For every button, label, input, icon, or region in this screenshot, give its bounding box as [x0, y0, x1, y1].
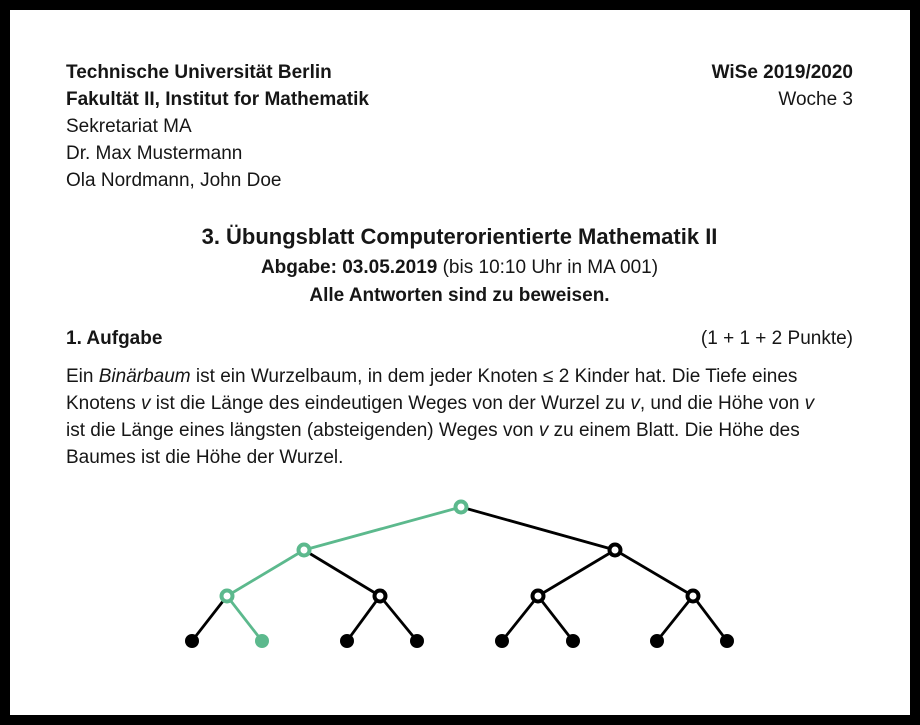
text-run: ist ein Wurzelbaum, in dem jeder Knoten ≤ 2 Kinder hat. Die Tiefe eines — [190, 366, 798, 387]
page-title: 3. Übungsblatt Computerorientierte Mathematik II — [201, 224, 718, 249]
tree-leaf-node — [720, 634, 734, 648]
week-line: Woche 3 — [778, 89, 853, 110]
proof-note: Alle Antworten sind zu beweisen. — [309, 285, 610, 306]
text-run: Knotens — [66, 393, 141, 414]
italic-term: v — [804, 393, 815, 414]
task-points: (1 + 1 + 2 Punkte) — [700, 328, 853, 349]
tree-internal-node — [222, 591, 233, 602]
tree-edge — [227, 596, 262, 641]
tree-edge — [538, 596, 573, 641]
tree-internal-node — [688, 591, 699, 602]
tree-internal-node — [456, 502, 467, 513]
italic-term: Binärbaum — [98, 366, 191, 387]
text-run: Ein — [66, 366, 99, 387]
deadline-date: Abgabe: 03.05.2019 — [260, 257, 438, 278]
tree-edge — [192, 596, 227, 641]
tree-edge — [502, 596, 538, 641]
text-run: ist die Länge des eindeutigen Weges von der Wurzel zu — [150, 393, 631, 414]
tree-internal-node — [533, 591, 544, 602]
semester-line: WiSe 2019/2020 — [711, 62, 853, 83]
tree-edge — [304, 507, 461, 550]
faculty-name: Fakultät II, Institut for Mathematik — [66, 89, 369, 110]
lecturer-line: Dr. Max Mustermann — [66, 143, 243, 164]
tree-edge — [693, 596, 727, 641]
tree-leaf-node — [650, 634, 664, 648]
tree-edge — [227, 550, 304, 596]
tree-leaf-node — [410, 634, 424, 648]
text-run: ist die Länge eines längsten (absteigenden) Weges von — [66, 420, 539, 441]
tree-edge — [380, 596, 417, 641]
tree-edge — [461, 507, 615, 550]
text-run: Baumes ist die Höhe der Wurzel. — [66, 447, 344, 468]
task-label: 1. Aufgabe — [66, 328, 163, 349]
secretariat-line: Sekretariat MA — [66, 116, 192, 137]
university-name: Technische Universität Berlin — [66, 62, 332, 83]
tree-leaf-node — [185, 634, 199, 648]
italic-term: v — [630, 393, 640, 414]
tree-edge — [615, 550, 693, 596]
tree-edge — [304, 550, 380, 596]
tree-internal-node — [299, 545, 310, 556]
tree-edge — [657, 596, 693, 641]
tree-edge — [347, 596, 380, 641]
tree-internal-node — [610, 545, 621, 556]
italic-term: v — [538, 420, 549, 441]
tree-edge — [538, 550, 615, 596]
italic-term: v — [141, 393, 151, 414]
tree-leaf-node — [340, 634, 354, 648]
tree-internal-node — [375, 591, 386, 602]
assistants-line: Ola Nordmann, John Doe — [66, 170, 282, 191]
tree-leaf-node — [495, 634, 509, 648]
tree-leaf-node — [566, 634, 580, 648]
text-run: , und die Höhe von — [639, 393, 805, 414]
tree-leaf-node — [255, 634, 269, 648]
deadline-details: (bis 10:10 Uhr in MA 001) — [437, 257, 659, 278]
text-run: zu einem Blatt. Die Höhe des — [548, 420, 800, 441]
